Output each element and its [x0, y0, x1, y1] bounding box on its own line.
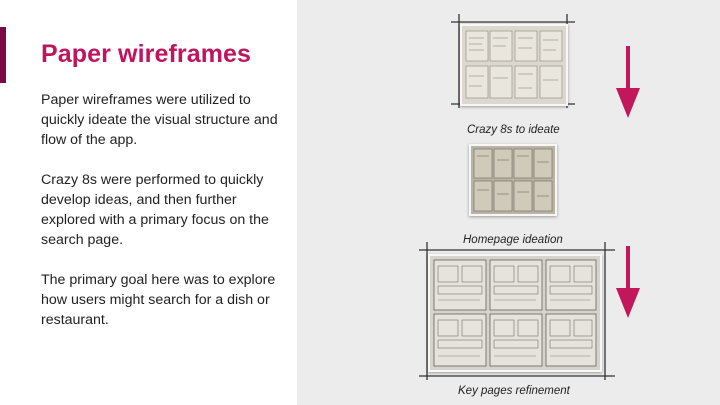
caption-key-pages-refinement: Key pages refinement: [458, 385, 570, 397]
crazy-8s-photo: [460, 24, 568, 106]
paragraph-intro: Paper wireframes were utilized to quickly ideate the visual structure and flow of the app.: [41, 92, 278, 148]
slide-title: Paper wireframes: [41, 40, 252, 68]
caption-crazy-8s: Crazy 8s to ideate: [467, 124, 560, 136]
paragraph-goal: The primary goal here was to explore how users might search for a dish or restaurant.: [41, 272, 276, 328]
image-panel: [297, 0, 720, 405]
caption-homepage-ideation: Homepage ideation: [463, 234, 563, 246]
down-arrow-icon: [615, 46, 641, 118]
body-text: [41, 90, 291, 350]
paragraph-crazy8s: Crazy 8s were performed to quickly develop ideas, and then further explored with a primary focus on the search page.: [41, 172, 269, 248]
accent-bar: [0, 27, 6, 83]
down-arrow-icon: [615, 246, 641, 318]
homepage-ideation-photo: [469, 144, 557, 216]
key-pages-refinement-photo: [428, 254, 602, 372]
